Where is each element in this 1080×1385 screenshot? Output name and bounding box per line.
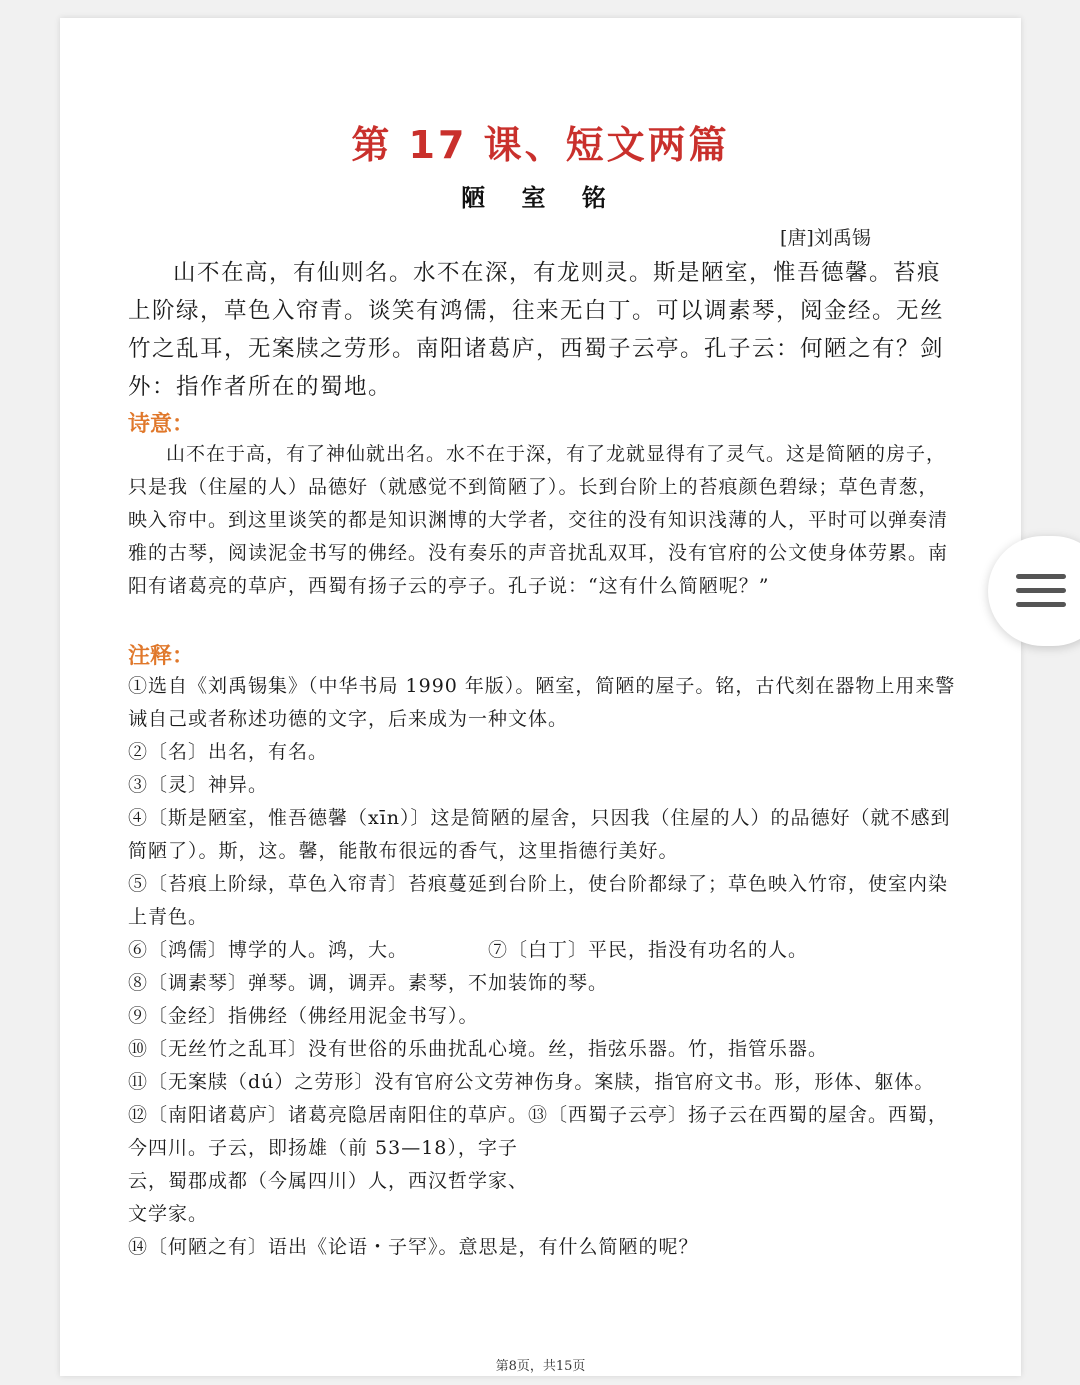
document-page: [60, 18, 1021, 1376]
essay-title: 陋 室 铭: [461, 184, 620, 212]
hamburger-menu-icon: [1016, 574, 1066, 610]
note-13-continued: 云，蜀郡成都（今属四川）人，西汉哲学家、: [128, 1170, 529, 1192]
note-13-end: 文学家。: [128, 1203, 209, 1225]
note-6: ⑥〔鸿儒〕博学的人。鸿，大。: [128, 939, 409, 961]
note-item-6-7: [128, 934, 958, 967]
note-item-12-13: ⑫〔南阳诸葛庐〕诸葛亮隐居南阳住的草庐。⑬〔西蜀子云亭〕扬子云在西蜀的屋舍。西蜀，今四川。子云，即扬雄（前 53—18），字子: [128, 1104, 949, 1159]
note-item: ⑭〔何陋之有〕语出《论语・子罕》。意思是，有什么简陋的呢？: [128, 1236, 699, 1258]
note-item: ⑩〔无丝竹之乱耳〕没有世俗的乐曲扰乱心境。丝，指弦乐器。竹，指管乐器。: [128, 1038, 829, 1060]
note-item: ⑪〔无案牍（dú）之劳形〕没有官府公文劳神伤身。案牍，指官府文书。形，形体、躯体。: [128, 1071, 935, 1093]
note-item: ④〔斯是陋室，惟吾德馨（xīn）〕这是简陋的屋舍，只因我（住屋的人）的品德好（就不感到简陋了）。斯，这。馨，能散布很远的香气，这里指德行美好。: [128, 807, 951, 862]
notes-list: [128, 670, 958, 1264]
note-item: ⑨〔金经〕指佛经（佛经用泥金书写）。: [128, 1005, 479, 1027]
note-item: ②〔名〕出名，有名。: [128, 741, 329, 763]
notes-label: 注释：: [128, 644, 195, 669]
note-item: ①选自《刘禹锡集》（中华书局 1990 年版）。陋室，简陋的屋子。铭，古代刻在器物上用来警诫自己或者称述功德的文字，后来成为一种文体。: [128, 675, 956, 730]
author-line: [唐]刘禹锡: [780, 227, 871, 249]
lesson-title: 第 17 课、短文两篇: [351, 123, 730, 167]
translation-paragraph: 山不在于高，有了神仙就出名。水不在于深，有了龙就显得有了灵气。这是简陋的房子，只是我（住屋的人）品德好（就感觉不到简陋了）。长到台阶上的苔痕颜色碧绿；草色青葱，映入帘中。到这里谈笑的都是知识渊博的大学者，交往的没有知识浅薄的人，平时可以弹奏清雅的古琴，阅读泥金书写的佛经。没有奏乐的声音扰乱双耳，没有官府的公文使身体劳累。南阳有诸葛亮的草庐，西蜀有扬子云的亭子。孔子说：“这有什么简陋呢？”: [128, 443, 949, 597]
note-item: ⑤〔苔痕上阶绿，草色入帘青〕苔痕蔓延到台阶上，使台阶都绿了；草色映入竹帘，使室内染上青色。: [128, 873, 949, 928]
page-number: 第8页，共15页: [495, 1359, 586, 1374]
note-7: ⑦〔白丁〕平民，指没有功名的人。: [488, 939, 809, 961]
meaning-label: 诗意：: [128, 412, 195, 437]
original-paragraph: 山不在高，有仙则名。水不在深，有龙则灵。斯是陋室，惟吾德馨。苔痕上阶绿，草色入帘青。谈笑有鸿儒，往来无白丁。可以调素琴，阅金经。无丝竹之乱耳，无案牍之劳形。南阳诸葛庐，西蜀子云亭。孔子云：何陋之有？剑外：指作者所在的蜀地。: [128, 260, 945, 400]
note-item: ⑧〔调素琴〕弹琴。调，调弄。素琴，不加装饰的琴。: [128, 972, 609, 994]
note-item: ③〔灵〕神异。: [128, 774, 269, 796]
original-text: [128, 254, 958, 406]
translation-text: [128, 438, 958, 603]
